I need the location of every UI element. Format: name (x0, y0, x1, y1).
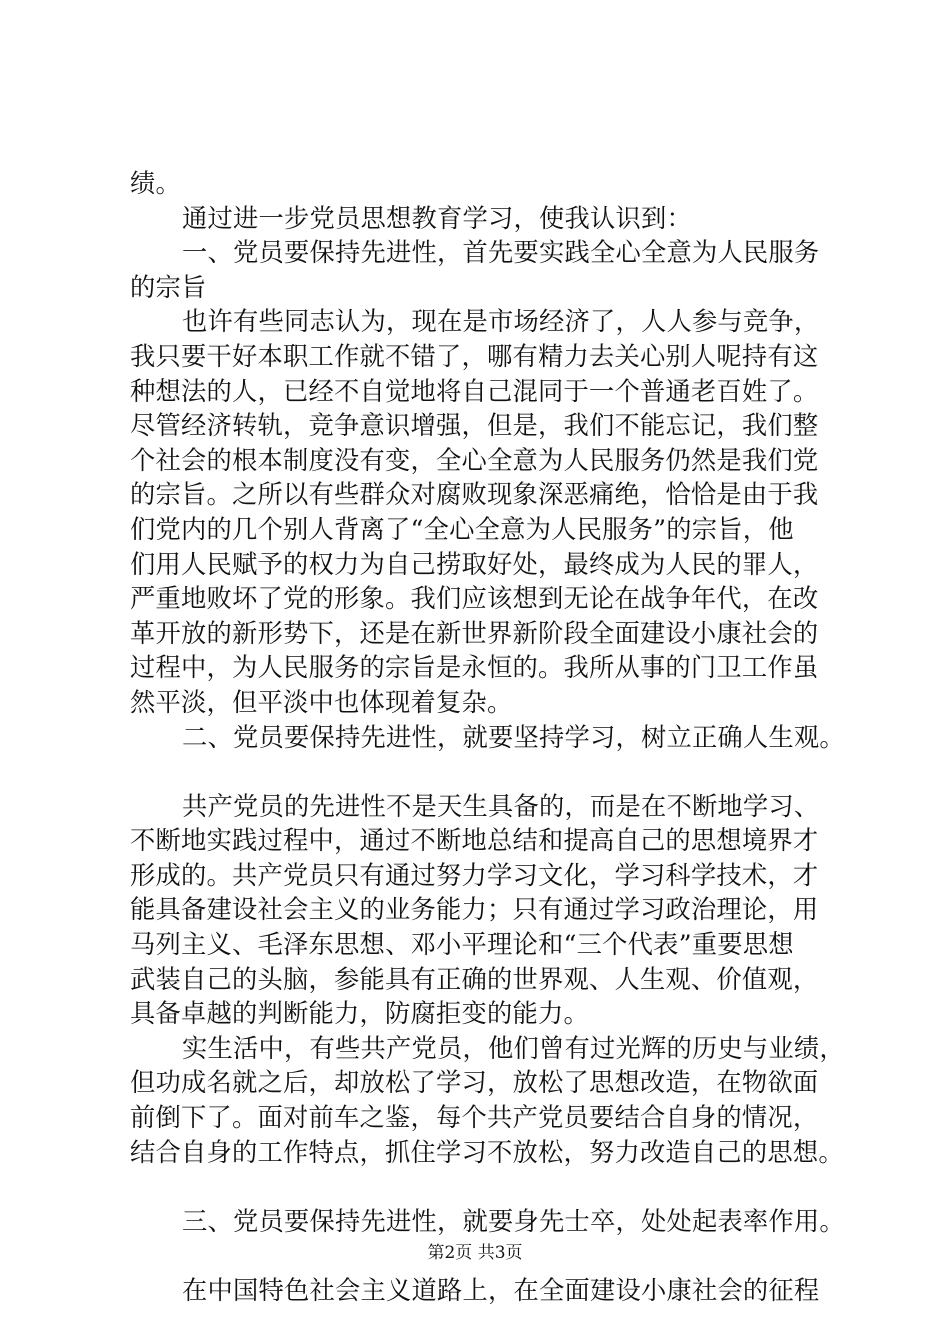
text-line: 尽管经济转轨，竞争意识增强，但是，我们不能忘记，我们整 (130, 411, 819, 441)
text-line: 不断地实践过程中，通过不断地总结和提高自己的思想境界才 (130, 826, 819, 856)
text-line: 然平淡，但平淡中也体现着复杂。 (130, 687, 513, 717)
text-line: 个社会的根本制度没有变，全心全意为人民服务仍然是我们党 (130, 445, 819, 475)
text-line: 结合自身的工作特点，抓住学习不放松，努力改造自己的思想。 (130, 1137, 844, 1167)
page-number-label: 第2页 共3页 (427, 1243, 523, 1263)
text-line: 绩。 (130, 169, 181, 198)
text-line: 一、党员要保持先进性，首先要实践全心全意为人民服务 (182, 238, 820, 268)
text-line: 我只要干好本职工作就不错了，哪有精力去关心别人呢持有这 (130, 341, 819, 371)
text-line: 二、党员要保持先进性，就要坚持学习，树立正确人生观。 (182, 722, 845, 752)
document-body (130, 167, 845, 1309)
text-line: 们用人民赋予的权力为自己捞取好处，最终成为人民的罪人， (130, 549, 819, 579)
text-line: 形成的。共产党员只有通过努力学习文化，学习科学技术，才 (130, 860, 819, 890)
blank-line (130, 755, 830, 790)
text-line: 的宗旨 (130, 272, 207, 302)
text-line: 前倒下了。面对前车之鉴，每个共产党员要结合自身的情况， (130, 1103, 819, 1133)
text-line: 种想法的人，已经不自觉地将自己混同于一个普通老百姓了。 (130, 376, 819, 406)
text-line: 三、党员要保持先进性，就要身先士卒，处处起表率作用。 (182, 1206, 845, 1236)
page-footer (0, 1242, 950, 1264)
text-line: 实生活中，有些共产党员，他们曾有过光辉的历史与业绩， (182, 1033, 845, 1063)
text-line: 过程中，为人民服务的宗旨是永恒的。我所从事的门卫工作虽 (130, 653, 819, 683)
text-line: 马列主义、毛泽东思想、邓小平理论和“三个代表”重要思想 (130, 930, 794, 960)
text-line: 能具备建设社会主义的业务能力；只有通过学习政治理论，用 (130, 895, 819, 925)
text-line: 具备卓越的判断能力，防腐拒变的能力。 (130, 999, 589, 1029)
text-line: 共产党员的先进性不是天生具备的，而是在不断地学习、 (182, 791, 820, 821)
text-line: 革开放的新形势下，还是在新世界新阶段全面建设小康社会的 (130, 618, 819, 648)
blank-line (130, 1170, 830, 1205)
text-line: 通过进一步党员思想教育学习，使我认识到： (182, 203, 692, 233)
text-line: 但功成名就之后，却放松了学习，放松了思想改造，在物欲面 (130, 1068, 819, 1098)
text-line: 在中国特色社会主义道路上，在全面建设小康社会的征程 (182, 1276, 820, 1305)
text-line: 严重地败坏了党的形象。我们应该想到无论在战争年代，在改 (130, 584, 819, 614)
text-line: 武装自己的头脑，参能具有正确的世界观、人生观、价值观， (130, 964, 819, 994)
text-line: 们党内的几个别人背离了“全心全意为人民服务”的宗旨，他 (130, 514, 794, 544)
text-line: 的宗旨。之所以有些群众对腐败现象深恶痛绝，恰恰是由于我 (130, 480, 819, 510)
text-line: 也许有些同志认为，现在是市场经济了，人人参与竞争， (182, 307, 820, 337)
